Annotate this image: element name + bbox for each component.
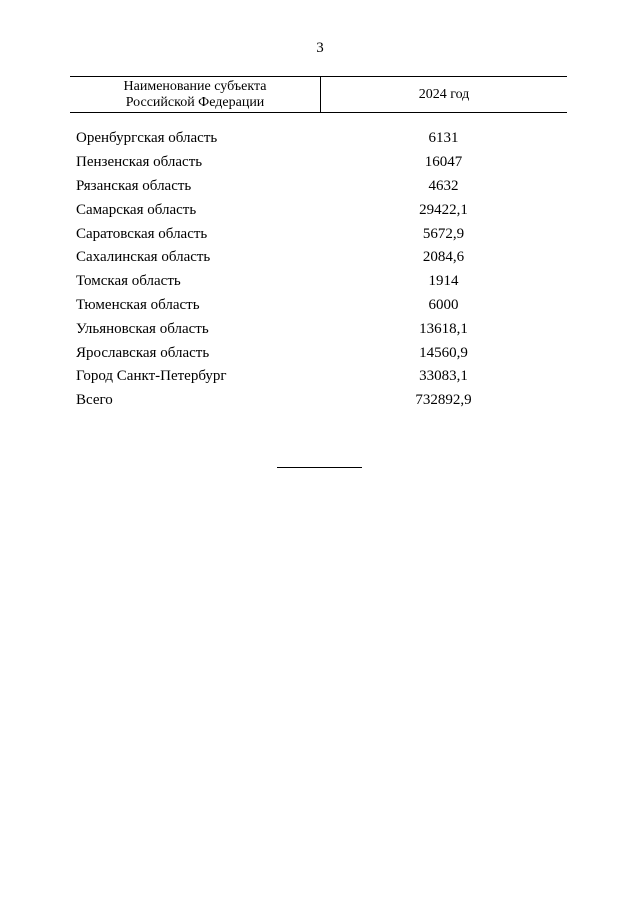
row-value: 33083,1 <box>419 368 468 385</box>
table-row <box>76 175 567 199</box>
header-region-name-line1: Наименование субъекта <box>123 78 267 94</box>
row-region-name: Самарская область <box>76 201 197 218</box>
row-region-name: Город Санкт-Петербург <box>76 368 227 385</box>
table-row <box>76 294 567 318</box>
row-total-label: Всего <box>76 392 113 409</box>
row-region-name: Томская область <box>76 273 181 290</box>
row-value: 14560,9 <box>419 344 468 361</box>
row-region-name: Ульяновская область <box>76 320 209 337</box>
header-region-name <box>70 77 321 112</box>
table-row <box>76 365 567 389</box>
row-value: 29422,1 <box>419 201 468 218</box>
row-value: 13618,1 <box>419 320 468 337</box>
row-region-name: Саратовская область <box>76 225 208 242</box>
table-row <box>76 127 567 151</box>
table-row-total <box>76 389 567 413</box>
table-row <box>76 151 567 175</box>
table-row <box>76 222 567 246</box>
row-region-name: Оренбургская область <box>76 130 218 147</box>
row-region-name: Ярославская область <box>76 344 210 361</box>
table-row <box>76 270 567 294</box>
page-number: 3 <box>316 40 324 56</box>
row-region-name: Тюменская область <box>76 296 200 313</box>
row-region-name: Сахалинская область <box>76 249 211 266</box>
row-region-name: Пензенская область <box>76 154 203 171</box>
row-total-value: 732892,9 <box>415 392 472 409</box>
row-value: 2084,6 <box>422 249 465 266</box>
table-row <box>76 341 567 365</box>
row-value: 1914 <box>428 273 459 290</box>
row-value: 5672,9 <box>422 225 465 242</box>
row-value: 6131 <box>428 130 459 147</box>
row-value: 4632 <box>428 177 459 194</box>
table-row <box>76 198 567 222</box>
table-row <box>76 317 567 341</box>
table-header <box>70 76 567 113</box>
header-region-name-line2: Российской Федерации <box>125 94 265 110</box>
row-value: 6000 <box>428 296 459 313</box>
table-body <box>76 127 567 413</box>
row-region-name: Рязанская область <box>76 177 192 194</box>
end-of-table-rule <box>277 467 362 468</box>
header-year: 2024 год <box>418 86 470 102</box>
row-value: 16047 <box>424 154 463 171</box>
table-row <box>76 246 567 270</box>
